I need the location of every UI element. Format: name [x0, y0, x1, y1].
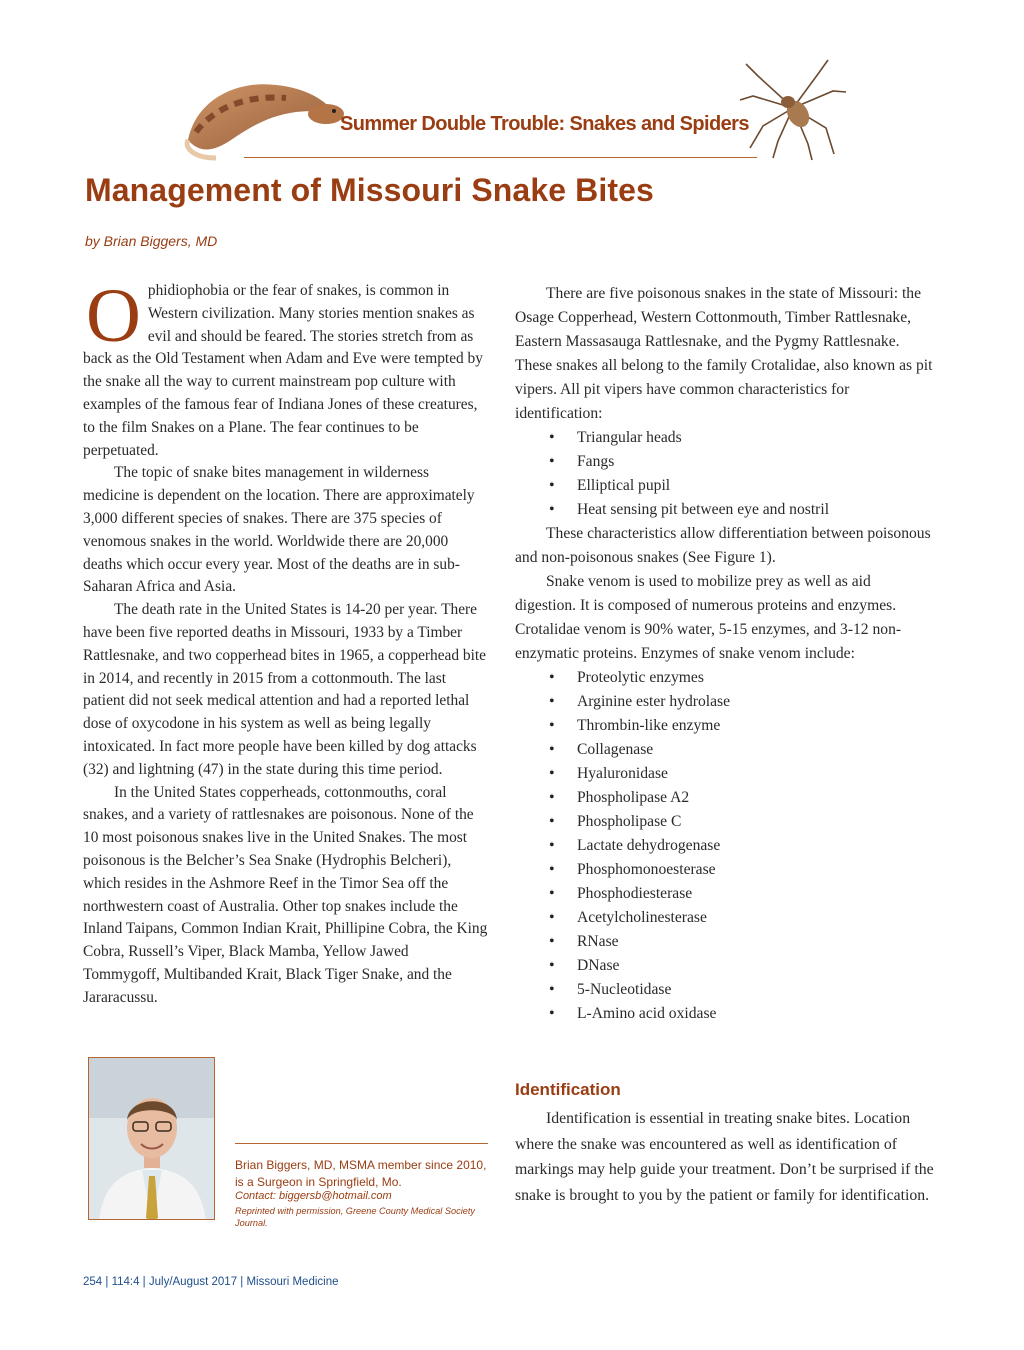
drop-cap: O [86, 274, 141, 358]
banner-title: Summer Double Trouble: Snakes and Spiders [340, 113, 749, 135]
spider-illustration [738, 56, 848, 161]
paragraph-death-rate: The death rate in the United States is 14-20 per year. There have been five reported deaths in Missouri, 1933 by a Timber Rattlesnake, and two copperhead bites in 1965, a copperhead bite in 2014, and recently in 2015 from a cottonmouth. The last patient did not seek medical attention and had a reported lethal dose of oxycodone in his system as well as being legally intoxicated. In fact more people have been killed by dog attacks (32) and lightning (47) in the state during this time period. [83, 601, 487, 778]
author-divider [235, 1143, 488, 1144]
list-item: • RNase [515, 930, 935, 954]
author-bio: Brian Biggers, MD, MSMA member since 2010, is a Surgeon in Springfield, Mo. [235, 1158, 487, 1189]
paragraph-poisonous-snakes: In the United States copperheads, cottonmouths, coral snakes, and a variety of rattlesnakes are poisonous. None of the 10 most poisonous snakes live in the United Snakes. The most poisonous is the Belcher’s Sea Snake (Hydrophis Belcheri), which resides in the Ashmore Reef in the Timor Sea off the northwestern coast of Australia. Other top snakes include the Inland Taipans, Common Indian Krait, Phillipine Cobra, the King Cobra, Russell’s Viper, Black Mamba, Yellow Jawed Tommygoff, Multibanded Krait, Black Tiger Snake, and the Jararacussu. [83, 783, 488, 1006]
list-item: • Phosphodiesterase [515, 882, 935, 906]
banner-divider [244, 157, 757, 158]
paragraph-snake-species: The topic of snake bites management in wilderness medicine is dependent on the location. There are approximately 3,000 different species of snakes. There are 375 species of venomous snakes in the world. Worldwide there are 20,000 deaths which occur every year. Most of the deaths are in sub-Saharan Africa and Asia. [83, 464, 475, 596]
identification-text: Identification is essential in treating snake bites. Location where the snake was encountered as well as identification of markings may help guide your treatment. Don’t be surprised if the snake is brought to you by the patient or family for identification. [515, 1110, 934, 1204]
paragraph-differentiation: These characteristics allow differentiation between poisonous and non-poisonous snakes (See Figure 1). [515, 525, 931, 566]
list-item: • Fangs [515, 450, 935, 474]
list-item: • L-Amino acid oxidase [515, 1002, 935, 1026]
right-column [515, 282, 935, 1026]
page-footer: 254 | 114:4 | July/August 2017 | Missouri Medicine [83, 1276, 339, 1288]
list-item: • 5-Nucleotidase [515, 978, 935, 1002]
list-item: • Phosphomonoesterase [515, 858, 935, 882]
author-photo [88, 1057, 215, 1220]
reprint-notice: Reprinted with permission, Greene County Medical Society Journal. [235, 1206, 476, 1228]
list-item: • Lactate dehydrogenase [515, 834, 935, 858]
intro-text: phidiophobia or the fear of snakes, is common in Western civilization. Many stories mention snakes as evil and should be feared. The stories stretch from as back as the Old Testament when Adam and Eve were tempted by the snake all the way to current mainstream pop culture with examples of the famous fear of Indiana Jones of these creatures, to the film Snakes on a Plane. The fear continues to be perpetuated. [83, 282, 483, 459]
list-item: • DNase [515, 954, 935, 978]
author-contact: Contact: biggersb@hotmail.com [235, 1190, 392, 1202]
list-item: • Heat sensing pit between eye and nostril [515, 498, 935, 522]
intro-paragraph [83, 274, 489, 462]
list-item: • Thrombin-like enzyme [515, 714, 935, 738]
byline: by Brian Biggers, MD [85, 233, 218, 249]
list-item: • Phospholipase C [515, 810, 935, 834]
snake-illustration [176, 70, 356, 165]
list-item: • Elliptical pupil [515, 474, 935, 498]
list-item: • Phospholipase A2 [515, 786, 935, 810]
left-column [83, 274, 489, 1010]
paragraph-missouri-snakes: There are five poisonous snakes in the state of Missouri: the Osage Copperhead, Western Cottonmouth, Timber Rattlesnake, Eastern Massasauga Rattlesnake, and the Pygmy Rattlesnake. These snakes all belong to the family Crotalidae, also known as pit vipers. All pit vipers have common characteristics for identification: [515, 285, 933, 422]
identification-heading: Identification [515, 1080, 621, 1099]
list-item: • Hyaluronidase [515, 762, 935, 786]
list-item: • Arginine ester hydrolase [515, 690, 935, 714]
article-title: Management of Missouri Snake Bites [85, 172, 654, 208]
list-item: • Collagenase [515, 738, 935, 762]
list-item: • Acetylcholinesterase [515, 906, 935, 930]
characteristics-list [515, 426, 935, 522]
paragraph-venom: Snake venom is used to mobilize prey as well as aid digestion. It is composed of numerous proteins and enzymes. Crotalidae venom is 90% water, 5-15 enzymes, and 3-12 non-enzymatic proteins. Enzymes of snake venom include: [515, 573, 902, 662]
list-item: • Triangular heads [515, 426, 935, 450]
enzymes-list [515, 666, 935, 1026]
list-item: • Proteolytic enzymes [515, 666, 935, 690]
